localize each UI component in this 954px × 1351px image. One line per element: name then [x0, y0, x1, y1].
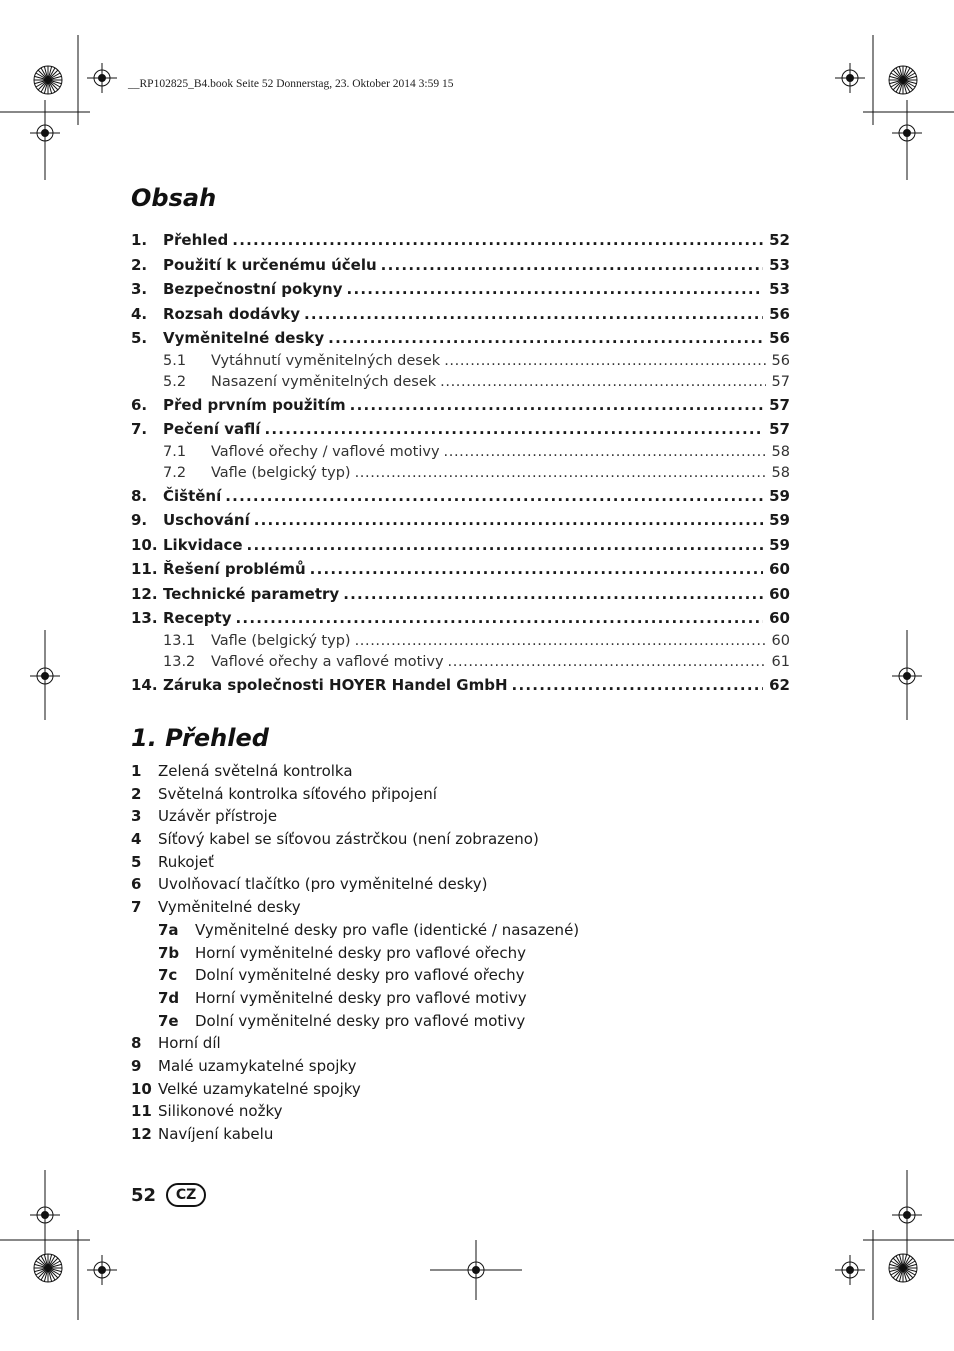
- list-item: [131, 1055, 791, 1078]
- toc-entry-title: Použití k určenému účelu: [163, 255, 377, 274]
- toc-entry-page: 59: [769, 486, 790, 505]
- part-number: 10: [131, 1079, 152, 1098]
- toc-heading: Obsah: [131, 184, 217, 212]
- toc-entry-number: 5.1: [163, 352, 187, 369]
- toc-entry-number: 13.: [131, 609, 158, 627]
- toc-entry[interactable]: [131, 372, 790, 393]
- list-item: [131, 873, 791, 896]
- toc-entry[interactable]: [131, 484, 790, 509]
- part-label: Světelná kontrolka síťového připojení: [158, 784, 437, 803]
- list-item: [131, 805, 791, 828]
- toc-entry-page: 58: [771, 443, 790, 460]
- toc-entry-number: 7.2: [163, 464, 187, 481]
- toc-entry[interactable]: [131, 442, 790, 463]
- toc-entry-title: Řešení problémů: [163, 560, 306, 578]
- toc-entry-page: 60: [769, 560, 790, 578]
- toc-entry-title: Bezpečnostní pokyny: [163, 280, 343, 298]
- list-item: [131, 942, 791, 965]
- toc-leader-dots: [254, 508, 763, 533]
- toc-entry-page: 53: [769, 255, 790, 274]
- toc-entry[interactable]: [131, 326, 790, 351]
- toc-leader-dots: [448, 652, 766, 673]
- part-label: Dolní vyměnitelné desky pro vaflové motivy: [195, 1011, 526, 1030]
- toc-entry-number: 14.: [131, 675, 158, 694]
- list-item: [131, 1100, 791, 1123]
- part-label: Uzávěr přístroje: [158, 807, 278, 826]
- page-footer: [131, 1183, 206, 1207]
- table-of-contents: [131, 228, 790, 697]
- part-number: 7d: [158, 988, 180, 1007]
- toc-entry-page: 60: [769, 584, 790, 603]
- toc-entry-page: 57: [771, 373, 790, 390]
- toc-entry-page: 53: [769, 280, 790, 298]
- toc-entry-title: Vafle (belgický typ): [211, 464, 351, 481]
- part-label: Vyměnitelné desky pro vafle (identické / nasazené): [195, 920, 580, 939]
- toc-entry-title: Vyměnitelné desky: [163, 329, 325, 347]
- toc-entry-number: 13.1: [163, 632, 196, 649]
- toc-entry-title: Záruka společnosti HOYER Handel GmbH: [163, 675, 508, 694]
- part-number: 7e: [158, 1011, 179, 1030]
- toc-entry[interactable]: [131, 606, 790, 631]
- toc-entry-page: 61: [771, 653, 790, 670]
- toc-entry-title: Likvidace: [163, 535, 243, 554]
- part-number: 7a: [158, 920, 179, 939]
- toc-leader-dots: [440, 372, 765, 393]
- part-label: Horní díl: [158, 1034, 221, 1053]
- toc-entry-page: 58: [771, 464, 790, 481]
- part-label: Horní vyměnitelné desky pro vaflové ořechy: [195, 943, 526, 962]
- toc-entry[interactable]: [131, 417, 790, 442]
- toc-entry-number: 2.: [131, 255, 148, 274]
- toc-leader-dots: [350, 393, 763, 418]
- part-number: 1: [131, 762, 142, 780]
- toc-entry-title: Recepty: [163, 609, 232, 627]
- toc-entry-page: 56: [769, 304, 790, 323]
- toc-entry[interactable]: [131, 228, 790, 253]
- toc-entry-number: 1.: [131, 231, 148, 249]
- list-item: [131, 828, 791, 851]
- toc-entry[interactable]: [131, 302, 790, 327]
- part-label: Navíjení kabelu: [158, 1125, 274, 1143]
- toc-leader-dots: [444, 442, 766, 463]
- toc-entry-page: 59: [769, 511, 790, 529]
- toc-entry[interactable]: [131, 533, 790, 558]
- toc-entry-number: 7.1: [163, 443, 187, 460]
- part-number: 9: [131, 1056, 142, 1075]
- toc-entry-title: Přehled: [163, 231, 229, 249]
- part-label: Horní vyměnitelné desky pro vaflové motivy: [195, 988, 527, 1007]
- list-item: [131, 964, 791, 987]
- part-label: Zelená světelná kontrolka: [158, 762, 353, 780]
- toc-entry[interactable]: [131, 393, 790, 418]
- part-number: 4: [131, 830, 142, 849]
- toc-leader-dots: [328, 326, 763, 351]
- toc-entry[interactable]: [131, 463, 790, 484]
- parts-list: [131, 760, 791, 1146]
- toc-entry-page: 62: [769, 675, 790, 694]
- toc-leader-dots: [264, 417, 763, 442]
- toc-leader-dots: [355, 463, 766, 484]
- toc-entry[interactable]: [131, 253, 790, 278]
- toc-entry[interactable]: [131, 508, 790, 533]
- toc-entry[interactable]: [131, 631, 790, 652]
- part-number: 7b: [158, 943, 180, 962]
- toc-entry-number: 12.: [131, 584, 158, 603]
- toc-leader-dots: [310, 557, 763, 582]
- toc-entry-number: 9.: [131, 511, 148, 529]
- toc-leader-dots: [355, 631, 766, 652]
- toc-leader-dots: [304, 302, 763, 327]
- print-slug: __RP102825_B4.book Seite 52 Donnerstag, 23. Oktober 2014 3:59 15: [128, 78, 454, 90]
- toc-entry[interactable]: [131, 652, 790, 673]
- toc-leader-dots: [232, 228, 763, 253]
- list-item: [131, 783, 791, 806]
- part-number: 5: [131, 852, 142, 871]
- toc-leader-dots: [225, 484, 763, 509]
- toc-entry[interactable]: [131, 582, 790, 607]
- toc-entry-number: 10.: [131, 535, 158, 554]
- overview-heading: 1. Přehled: [131, 724, 269, 752]
- toc-leader-dots: [381, 253, 763, 278]
- part-label: Silikonové nožky: [158, 1102, 283, 1121]
- part-number: 3: [131, 807, 142, 826]
- toc-entry-page: 56: [769, 329, 790, 347]
- toc-leader-dots: [235, 606, 763, 631]
- toc-entry-page: 60: [771, 632, 790, 649]
- toc-entry-number: 6.: [131, 395, 148, 414]
- toc-entry-number: 8.: [131, 486, 148, 505]
- toc-entry-title: Čištění: [163, 486, 222, 505]
- part-number: 8: [131, 1034, 142, 1053]
- toc-entry[interactable]: [131, 351, 790, 372]
- toc-entry-number: 5.2: [163, 373, 187, 390]
- list-item: [131, 760, 791, 783]
- toc-entry-page: 59: [769, 535, 790, 554]
- part-label: Dolní vyměnitelné desky pro vaflové ořechy: [195, 966, 525, 985]
- part-number: 12: [131, 1125, 152, 1143]
- toc-entry-page: 57: [769, 395, 790, 414]
- toc-entry-title: Vytáhnutí vyměnitelných desek: [211, 352, 441, 369]
- toc-entry-page: 60: [769, 609, 790, 627]
- list-item: [131, 1032, 791, 1055]
- toc-entry-title: Uschování: [163, 511, 250, 529]
- toc-leader-dots: [512, 673, 764, 698]
- toc-entry-number: 11.: [131, 560, 158, 578]
- toc-entry-page: 52: [769, 231, 790, 249]
- part-number: 7c: [158, 966, 178, 985]
- part-number: 2: [131, 784, 142, 803]
- page-number: 52: [131, 1184, 157, 1206]
- toc-entry-title: Nasazení vyměnitelných desek: [211, 373, 437, 390]
- part-label: Rukojeť: [158, 852, 214, 871]
- part-label: Síťový kabel se síťovou zástrčkou (není zobrazeno): [158, 830, 539, 849]
- toc-entry-number: 7.: [131, 420, 148, 438]
- toc-leader-dots: [247, 533, 764, 558]
- toc-leader-dots: [343, 582, 763, 607]
- toc-leader-dots: [347, 277, 764, 302]
- toc-entry-title: Před prvním použitím: [163, 395, 346, 414]
- toc-entry-title: Vaflové ořechy / vaflové motivy: [211, 443, 440, 460]
- toc-entry-number: 5.: [131, 329, 148, 347]
- part-label: Velké uzamykatelné spojky: [158, 1079, 361, 1098]
- toc-entry-title: Rozsah dodávky: [163, 304, 300, 323]
- list-item: [131, 1123, 791, 1146]
- part-number: 7: [131, 898, 142, 917]
- toc-entry[interactable]: [131, 557, 790, 582]
- toc-entry-page: 57: [769, 420, 790, 438]
- part-label: Uvolňovací tlačítko (pro vyměnitelné desky): [158, 875, 488, 894]
- toc-entry[interactable]: [131, 277, 790, 302]
- list-item: [131, 851, 791, 874]
- toc-entry-title: Vafle (belgický typ): [211, 632, 351, 649]
- toc-leader-dots: [444, 351, 765, 372]
- toc-entry-page: 56: [771, 352, 790, 369]
- toc-entry-title: Technické parametry: [163, 584, 340, 603]
- part-label: Vyměnitelné desky: [158, 898, 301, 917]
- country-badge: CZ: [166, 1183, 206, 1207]
- part-label: Malé uzamykatelné spojky: [158, 1056, 357, 1075]
- toc-entry-number: 3.: [131, 280, 148, 298]
- toc-entry-title: Vaflové ořechy a vaflové motivy: [211, 653, 444, 670]
- toc-entry-number: 4.: [131, 304, 148, 323]
- part-number: 11: [131, 1102, 152, 1121]
- toc-entry-title: Pečení vaflí: [163, 420, 261, 438]
- list-item: [131, 1078, 791, 1101]
- list-item: [131, 1010, 791, 1033]
- list-item: [131, 987, 791, 1010]
- part-number: 6: [131, 875, 142, 894]
- list-item: [131, 919, 791, 942]
- list-item: [131, 896, 791, 919]
- toc-entry[interactable]: [131, 673, 790, 698]
- toc-entry-number: 13.2: [163, 653, 196, 670]
